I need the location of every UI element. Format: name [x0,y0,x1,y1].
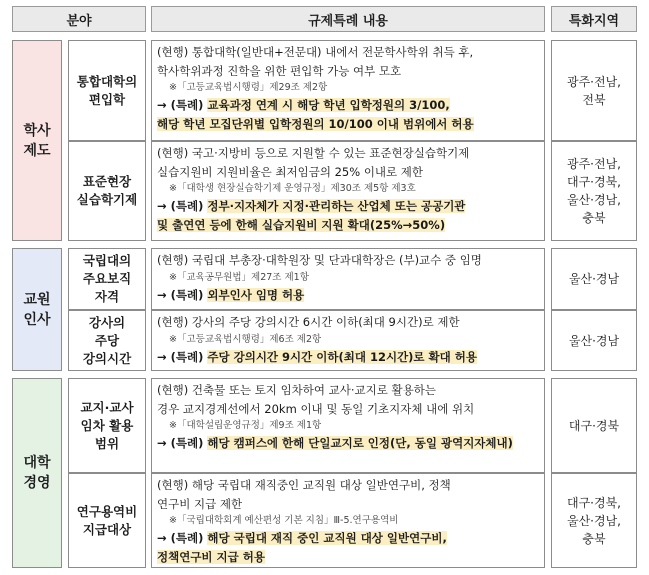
current-text: (현행) 강사의 주당 강의시간 6시간 이하(최대 9시간)로 제한 [157,315,460,329]
region-appointment: 울산·경남 [551,248,637,310]
region-research-fund: 대구·경북, 울산·경남, 충북 [551,473,637,568]
note-text: ※「고등교육법시행령」제6조 제2항 [169,333,322,345]
region-transfer: 광주·전남, 전북 [551,40,637,141]
content-lease [151,378,545,473]
category-academic: 학사 제도 [12,40,62,241]
special-text: → (특례) 해당 캠퍼스에 한해 단일교지로 인정(단, 동일 광역지자체내) [157,436,513,450]
region-lease: 대구·경북 [551,378,637,473]
note-text: ※「대학생 현장실습학기제 운영규정」제30조 제5항 제3호 [169,183,416,194]
sub-internship: 표준현장 실습학기제 [68,141,146,241]
sub-lecturer-hours: 강사의 주당 강의시간 [68,310,146,371]
sub-research-fund: 연구용역비 지급대상 [68,473,146,568]
current-text: (현행) 통합대학(일반대+전문대) 내에서 전문학사학위 취득 후, 학사학위과정 진학을 위한 편입학 가능 여부 모호 [157,45,474,78]
content-lecturer-hours [151,310,545,371]
region-internship: 광주·전남, 대구·경북, 울산·경남, 충북 [551,141,637,241]
content-transfer [151,40,545,141]
current-text: (현행) 국립대 부총장·대학원장 및 단과대학장은 (부)교수 중 임명 [157,253,482,267]
content-internship [151,141,545,241]
current-text: (현행) 건축물 또는 토지 임차하여 교사·교지로 활용하는 경우 교지경계선에서 20km 이내 및 동일 기초지자체 내에 위치 [157,383,475,416]
header-field: 분야 [12,6,146,32]
current-text: (현행) 해당 국립대 재직중인 교직원 대상 일반연구비, 정책 연구비 지급 제한 [157,478,451,511]
category-management: 대학 경영 [12,378,62,568]
note-text: ※「대학설립운영규정」제9조 제1항 [169,420,322,431]
special-text: → (특례) 교육과정 연계 시 해당 학년 입학정원의 3/100, 해당 학년 모집단위별 입학정원의 10/100 이내 범위에서 허용 [157,98,474,131]
note-text: ※「고등교육법시행령」제29조 제2항 [169,82,328,93]
special-text: → (특례) 주당 강의시간 9시간 이하(최대 12시간)로 확대 허용 [157,349,477,364]
sub-lease: 교지·교사 임차 활용 범위 [68,378,146,473]
special-text: → (특례) 외부인사 임명 허용 [157,287,305,302]
sub-appointment: 국립대의 주요보직 자격 [68,248,146,310]
note-text: ※「교육공무원법」제27조 제1항 [169,271,309,283]
special-text: → (특례) 정부·지자체가 지정·관리하는 산업체 또는 공공기관 및 출연연 등에 한해 실습지원비 지원 확대(25%→50%) [157,199,466,232]
category-faculty: 교원 인사 [12,248,62,371]
content-research-fund [151,473,545,568]
header-content: 규제특례 내용 [151,6,545,32]
sub-transfer: 통합대학의 편입학 [68,40,146,141]
special-text: → (특례) 해당 국립대 재직 중인 교직원 대상 일반연구비, 정책연구비 지급 허용 [157,531,447,564]
header-region: 특화지역 [551,6,637,32]
content-appointment [151,248,545,310]
current-text: (현행) 국고·지방비 등으로 지원할 수 있는 표준현장실습학기제 실습지원비 지원비율은 최저임금의 25% 이내로 제한 [157,146,470,179]
note-text: ※「국립대학회계 예산편성 기본 지침」Ⅲ-5.연구용역비 [169,515,399,526]
region-lecturer-hours: 울산·경남 [551,310,637,371]
